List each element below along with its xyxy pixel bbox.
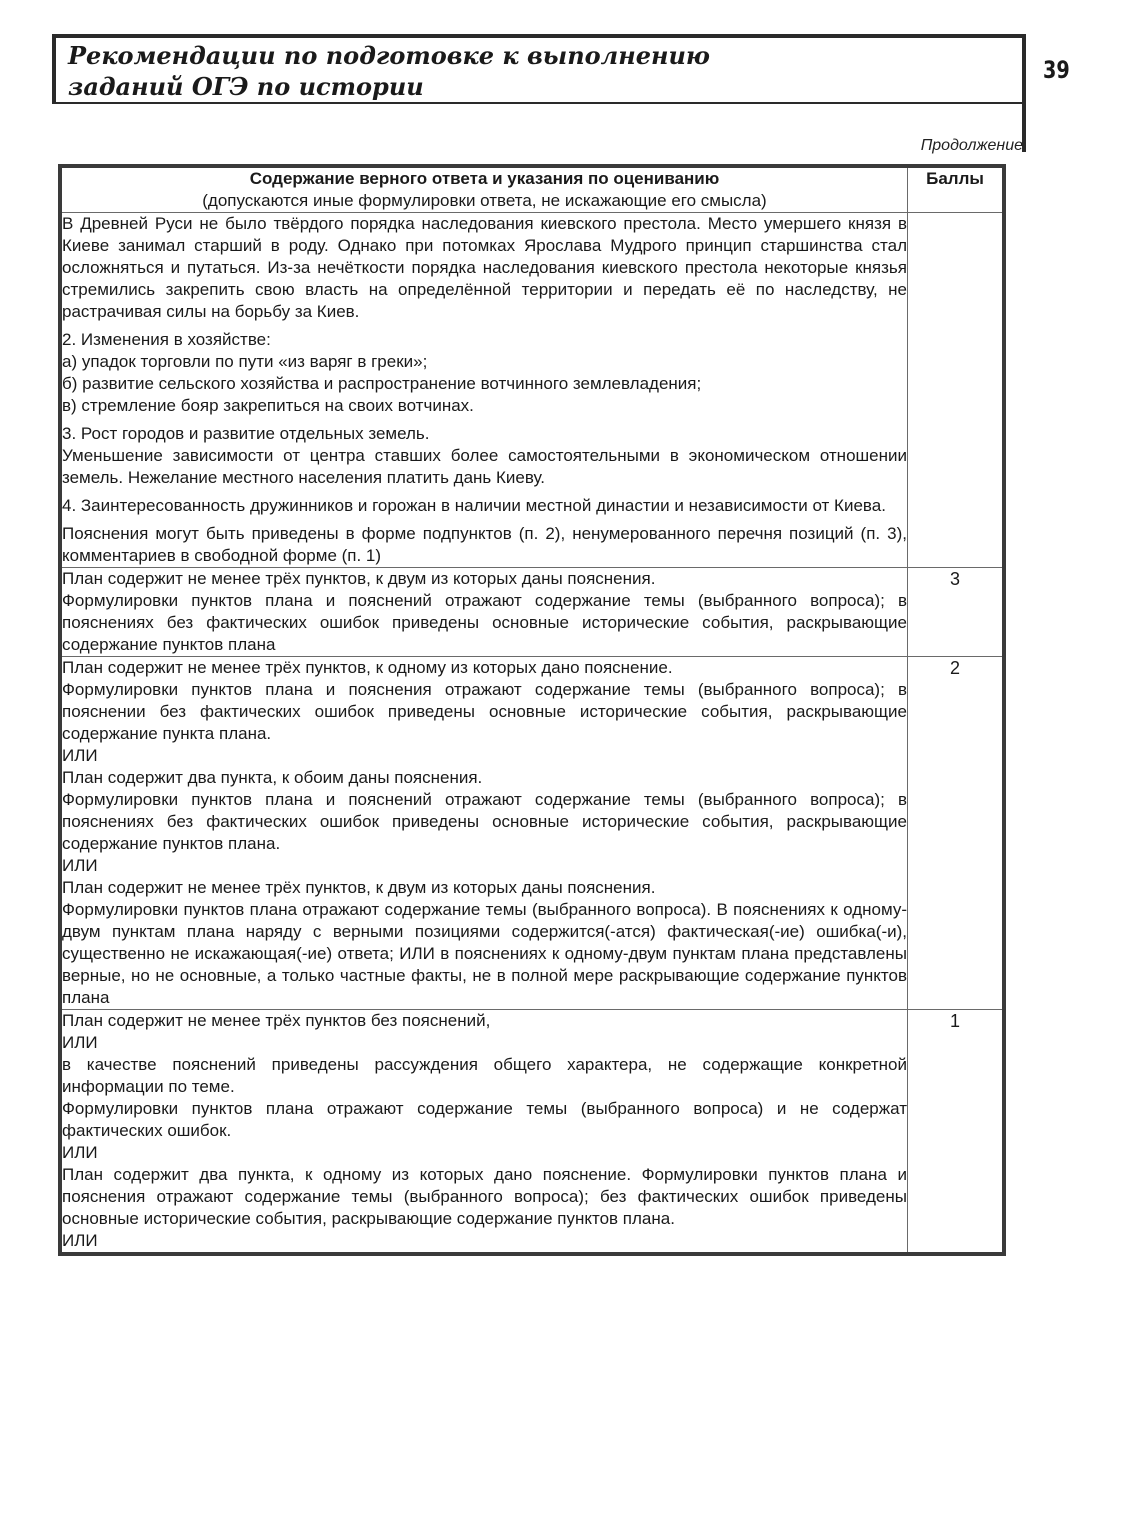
row-paragraph: Пояснения могут быть приведены в форме подпунктов (п. 2), ненумерованного перечня позиций (п. 3), комментариев в свободной форме (п. 1): [62, 524, 907, 565]
table-row: [60, 213, 1004, 568]
row-points-cell: 1: [908, 1010, 1005, 1255]
row-paragraph: План содержит не менее трёх пунктов, к двум из которых даны пояснения. Формулировки пунктов плана и пояснений отражают содержание темы (выбранного вопроса); в пояснениях без фактических ошибок приведены основные исторические события, раскрывающие содержание пунктов плана: [62, 569, 907, 654]
row-paragraph: План содержит не менее трёх пунктов, к одному из которых дано пояснение. Формулировки пунктов плана и пояснения отражают содержание темы (выбранного вопроса); в пояснении без фактических ошибок приведены основные исторические события, раскрывающие содержание пункта плана. ИЛИ План содержит два пункта, к обоим даны пояснения. Формулировки пунктов плана и пояснений отражают содержание темы (выбранного вопроса); в пояснениях без фактических ошибок приведены основные исторические события, раскрывающие содержание пунктов плана. ИЛИ План содержит не менее трёх пунктов, к двум из которых даны пояснения. Формулировки пунктов плана отражают содержание темы (выбранного вопроса). В пояснениях к одному-двум пунктам плана наряду с верными позициями содержится(-атся) фактическая(-ие) ошибка(-и), существенно не искажающая(-ие) ответа; ИЛИ в пояснениях к одному-двум пунктам плана представлены верные, но не основные, а только частные факты, не в полной мере раскрывающие содержание пунктов плана: [62, 658, 907, 1007]
page-number: 39: [1043, 56, 1070, 84]
row-paragraph: 3. Рост городов и развитие отдельных земель. Уменьшение зависимости от центра ставших более самостоятельными в экономическом отношении земель. Нежелание местного населения платить дань Киеву.: [62, 424, 907, 487]
row-paragraph: 2. Изменения в хозяйстве: а) упадок торговли по пути «из варяг в греки»; б) развитие сельского хозяйства и распространение вотчинного землевладения; в) стремление бояр закрепиться на своих вотчинах.: [62, 330, 702, 415]
row-paragraph: 4. Заинтересованность дружинников и горожан в наличии местной династии и независимости от Киева.: [62, 496, 886, 515]
table-row: [60, 568, 1004, 657]
scoring-table: [58, 164, 1006, 1256]
header-content-title: Содержание верного ответа и указания по оцениванию: [249, 169, 720, 188]
row-paragraph: В Древней Руси не было твёрдого порядка наследования киевского престола. Место умершего князя в Киеве занимал старший в роду. Однако при потомках Ярослава Мудрого принцип старшинства стал осложняться и путаться. Из-за нечёткости порядка наследования киевского престола некоторые князья стремились закрепить свою власть на определённой территории и передать её по наследству, не растрачивая силы на борьбу за Киев.: [62, 214, 907, 321]
continuation-label: Продолжение: [920, 137, 1023, 154]
table-header-row: [60, 166, 1004, 213]
row-points-cell: 2: [908, 657, 1005, 1010]
row-content-cell: [60, 213, 908, 568]
row-points-cell: 3: [908, 568, 1005, 657]
table-row: [60, 657, 1004, 1010]
row-points-cell: [908, 213, 1005, 568]
page-header-title: Рекомендации по подготовке к выполнению заданий ОГЭ по истории: [68, 41, 710, 101]
header-divider: [1022, 34, 1026, 152]
row-content-cell: [60, 568, 908, 657]
header-points-cell: Баллы: [908, 166, 1005, 213]
row-content-cell: [60, 1010, 908, 1255]
row-content-cell: [60, 657, 908, 1010]
header-content-note: (допускаются иные формулировки ответа, не искажающие его смысла): [202, 191, 767, 210]
header-content-cell: [60, 166, 908, 213]
row-paragraph: План содержит не менее трёх пунктов без пояснений, ИЛИ в качестве пояснений приведены рассуждения общего характера, не содержащие конкретной информации по теме. Формулировки пунктов плана отражают содержание темы (выбранного вопроса) и не содержат фактических ошибок. ИЛИ План содержит два пункта, к одному из которых дано пояснение. Формулировки пунктов плана и пояснения отражают содержание темы (выбранного вопроса); без фактических ошибок приведены основные исторические события, раскрывающие содержание пунктов плана. ИЛИ: [62, 1011, 907, 1250]
table-row: [60, 1010, 1004, 1255]
